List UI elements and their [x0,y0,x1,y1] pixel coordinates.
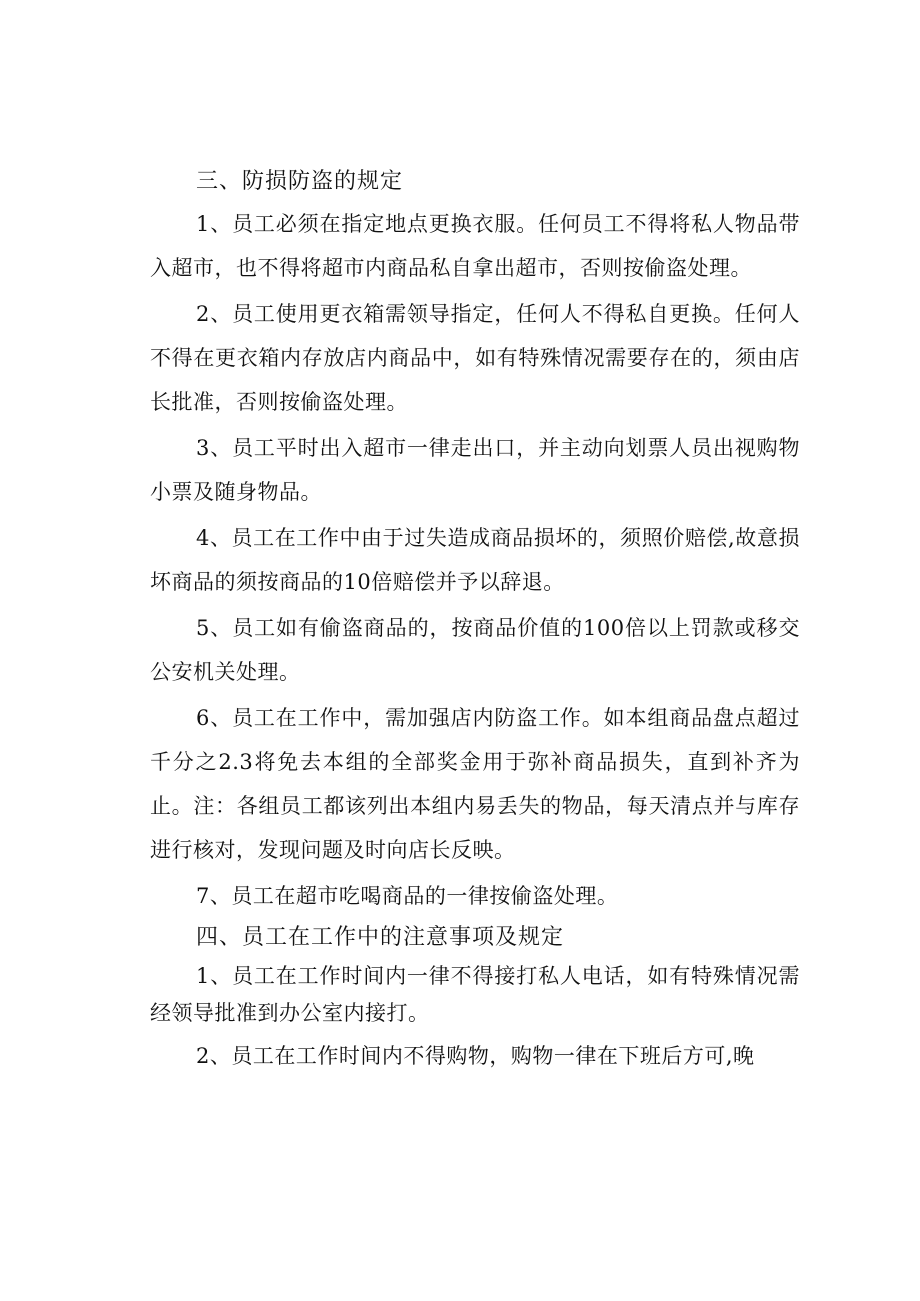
rule-paragraph: 6、员工在工作中，需加强店内防盗工作。如本组商品盘点超过千分之2.3将免去本组的全部奖金用于弥补商品损失，直到补齐为止。注：各组员工都该列出本组内易丢失的物品，每天清点并与库存进行核对，发现问题及时向店长反映。 [150,706,800,862]
rule-paragraph: 4、员工在工作中由于过失造成商品损坏的，须照价赔偿,故意损坏商品的须按商品的10倍赔偿并予以辞退。 [150,526,800,594]
rule-paragraph: 7、员工在超市吃喝商品的一律按偷盗处理。 [196,884,619,908]
rule-paragraph: 1、员工必须在指定地点更换衣服。任何员工不得将私人物品带入超市，也不得将超市内商品私自拿出超市，否则按偷盗处理。 [150,212,800,280]
rule-paragraph: 3、员工平时出入超市一律走出口，并主动向划票人员出视购物小票及随身物品。 [150,436,800,504]
document-body [150,162,800,1078]
rule-paragraph: 5、员工如有偷盗商品的，按商品价值的100倍以上罚款或移交公安机关处理。 [150,616,800,684]
section-heading-loss-prevention: 三、防损防盗的规定 [196,169,404,194]
rule-paragraph: 2、员工使用更衣箱需领导指定，任何人不得私自更换。任何人不得在更衣箱内存放店内商品中，如有特殊情况需要存在的，须由店长批准，否则按偷盗处理。 [150,302,800,414]
rule-paragraph: 1、员工在工作时间内一律不得接打私人电话，如有特殊情况需经领导批准到办公室内接打。 [150,964,800,1025]
section-heading-work-rules: 四、员工在工作中的注意事项及规定 [196,925,565,950]
rule-paragraph: 2、员工在工作时间内不得购物，购物一律在下班后方可,晚 [196,1044,755,1068]
